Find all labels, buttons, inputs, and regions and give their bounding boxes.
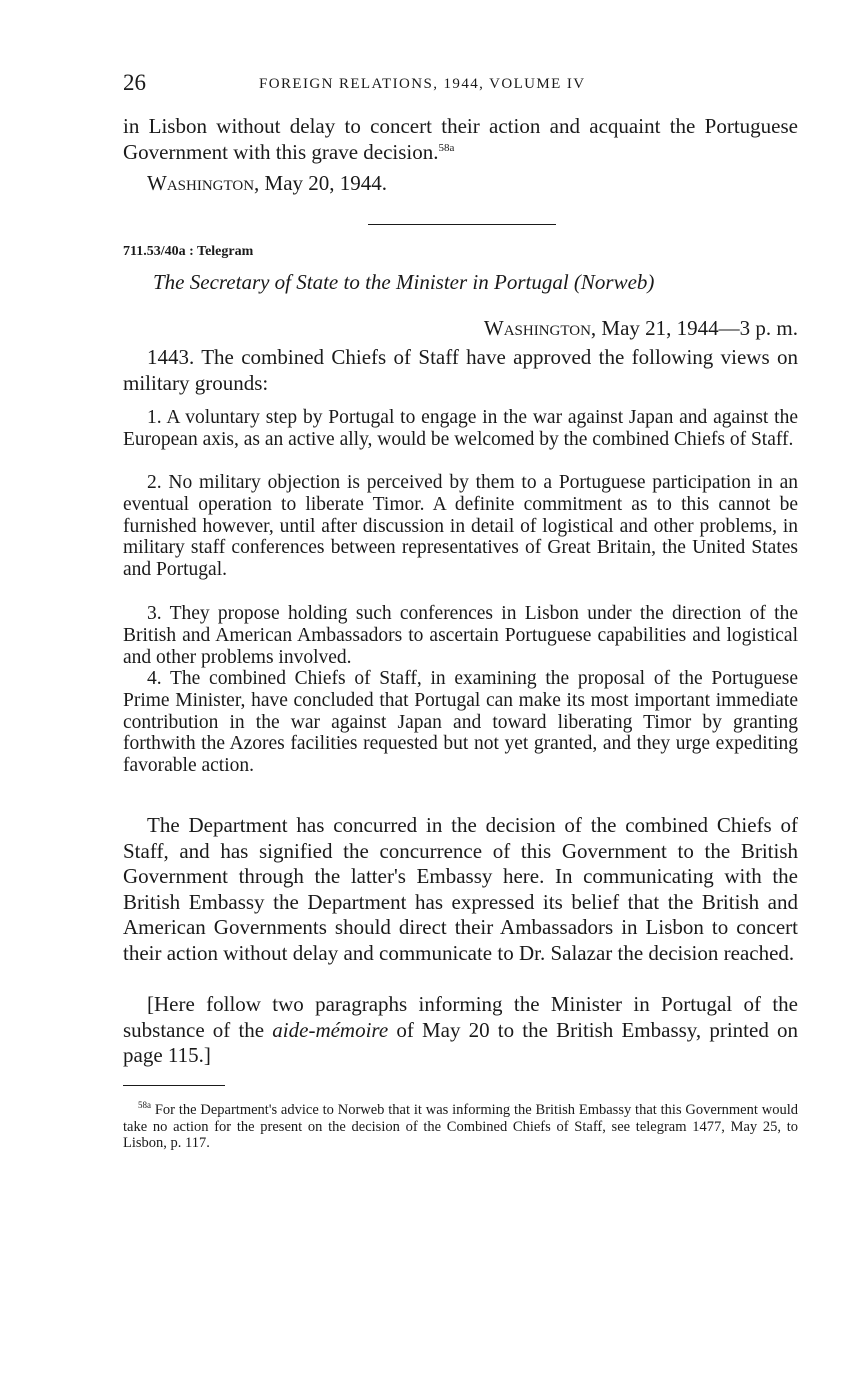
footnote: [123, 1102, 798, 1152]
telegram-point-4: 4. The combined Chiefs of Staff, in examining the proposal of the Portuguese Prime Minister, have concluded that Portugal can make its most important immediate contribution in the war against Japan and toward liberating Timor by granting forthwith the Azores facilities requested but not yet granted, and they urge expediting favorable action.: [123, 668, 798, 777]
continued-paragraph: [123, 114, 798, 165]
footnote-mark: 58a: [138, 1100, 151, 1111]
telegram-point-2: 2. No military objection is perceived by them to a Portuguese participation in an eventual operation to liberate Timor. A definite commitment as to this cannot be furnished however, until after discussion in detail of logistical and other problems, in military staff conferences between representatives of Great Britain, the United States and Portugal.: [123, 472, 798, 581]
footnote-divider: [123, 1085, 225, 1086]
footnote-text: For the Department's advice to Norweb that it was informing the British Embassy that this Government would take no action for the present on the decision of the Combined Chiefs of Staff, see telegram 1477, May 25, to Lisbon, p. 117.: [123, 1102, 798, 1151]
dateline-place: Washington,: [483, 316, 597, 340]
dateline: [484, 316, 798, 341]
running-head-title: FOREIGN RELATIONS, 1944, VOLUME IV: [259, 76, 586, 92]
file-reference: 711.53/40a : Telegram: [123, 244, 254, 259]
editorial-note-text-1: [Here follow two paragraphs informing the Minister in Portugal of the substance of the: [123, 992, 798, 1042]
footnote-reference: 58a: [438, 141, 455, 154]
editorial-note-text-2: of May 20 to the British Embassy, printed on page 115.]: [123, 1017, 798, 1067]
signoff-date: May 20, 1944.: [264, 171, 388, 195]
editorial-note: [123, 992, 798, 1069]
page-number: 26: [123, 70, 146, 95]
editorial-note-italic: aide-mémoire: [272, 1017, 389, 1042]
telegram-point-1: 1. A voluntary step by Portugal to engage in the war against Japan and against the European axis, as an active ally, would be welcomed by the combined Chiefs of Staff.: [123, 407, 798, 450]
department-paragraph: The Department has concurred in the decision of the combined Chiefs of Staff, and has signified the concurrence of this Government to the British Government through the latter's Embassy here. In communicating with the British Embassy the Department has expressed its belief that the British and American Governments should direct their Ambassadors in Lisbon to concert their action without delay and communicate to Dr. Salazar the decision reached.: [123, 813, 798, 965]
running-head: [123, 70, 798, 100]
document-title: The Secretary of State to the Minister in Portugal (Norweb): [153, 270, 655, 294]
continued-paragraph-text: in Lisbon without delay to concert their action and acquaint the Portuguese Government with this grave decision.: [123, 114, 798, 164]
dateline-rest: May 21, 1944—3 p. m.: [601, 316, 798, 340]
section-divider: [368, 224, 556, 225]
telegram-point-3: 3. They propose holding such conferences in Lisbon under the direction of the British and American Ambassadors to ascertain Portuguese capabilities and logistical and other problems involved.: [123, 603, 798, 668]
signoff: [147, 171, 798, 197]
signoff-place: Washington,: [147, 171, 260, 195]
telegram-opening: 1443. The combined Chiefs of Staff have approved the following views on military grounds:: [123, 345, 798, 395]
